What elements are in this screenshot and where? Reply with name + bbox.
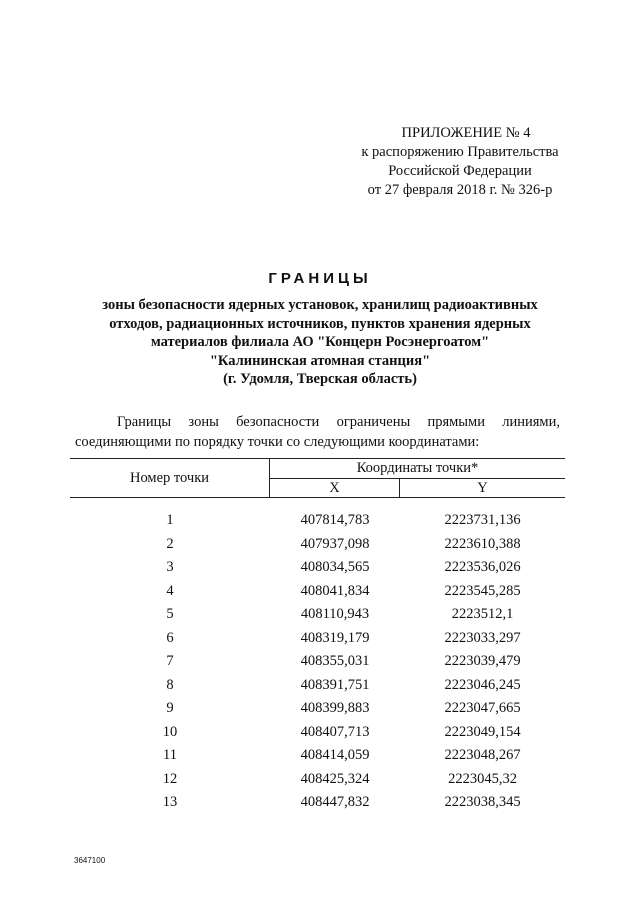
coord-y: 2223046,245 (444, 676, 521, 693)
table-row (70, 747, 565, 771)
coord-x: 407814,783 (300, 512, 370, 528)
point-number: 1 (166, 512, 174, 528)
coord-y: 2223047,665 (444, 700, 521, 716)
point-number: 10 (162, 723, 178, 740)
point-number: 5 (166, 606, 174, 622)
table-row (70, 536, 565, 560)
subtitle-line: отходов, радиационных источников, пунктов хранения ядерных (109, 315, 531, 332)
coord-x: 408425,324 (300, 770, 370, 787)
coordinates-table-header (70, 458, 565, 498)
table-row (70, 771, 565, 795)
point-number: 7 (166, 653, 174, 669)
point-number: 13 (162, 794, 178, 810)
coord-x: 407937,098 (300, 535, 370, 552)
appendix-date: от 27 февраля 2018 г. № 326-р (367, 182, 553, 198)
coord-y: 2223038,345 (444, 794, 521, 810)
header-point-number: Номер точки (70, 459, 270, 497)
table-row (70, 653, 565, 677)
table-row (70, 724, 565, 748)
table-row (70, 559, 565, 583)
appendix-block (330, 124, 590, 200)
header-coordinates: Координаты точки* (270, 459, 565, 479)
coord-x: 408407,713 (300, 723, 370, 740)
coord-x: 408414,059 (300, 747, 370, 763)
intro-paragraph (75, 412, 560, 452)
subtitle-line: "Калининская атомная станция" (209, 352, 431, 369)
coordinates-table-body (70, 512, 565, 818)
coord-x: 408355,031 (300, 653, 370, 669)
appendix-government: Российской Федерации (388, 163, 532, 179)
point-number: 6 (166, 629, 174, 646)
point-number: 8 (166, 676, 174, 693)
document-number: 3647100 (74, 856, 106, 865)
table-row (70, 630, 565, 654)
table-row (70, 794, 565, 818)
coord-y: 2223536,026 (444, 559, 521, 575)
table-row (70, 606, 565, 630)
coord-x: 408034,565 (300, 559, 370, 575)
coord-x: 408447,832 (300, 794, 370, 810)
subtitle-line: (г. Удомля, Тверская область) (223, 371, 417, 387)
coord-y: 2223610,388 (444, 535, 521, 552)
intro-line: соединяющими по порядку точки со следующими координатами: (75, 434, 480, 450)
table-row (70, 677, 565, 701)
coord-y: 2223039,479 (444, 653, 521, 669)
subtitle-line: материалов филиала АО "Концерн Росэнергоатом" (150, 334, 490, 350)
table-row (70, 583, 565, 607)
intro-line: Границы зоны безопасности ограничены прямыми линиями, (117, 414, 560, 430)
coord-x: 408399,883 (300, 700, 370, 716)
coord-y: 2223045,32 (448, 770, 517, 787)
table-row (70, 700, 565, 724)
coord-y: 2223048,267 (444, 747, 521, 763)
document-title: ГРАНИЦЫ (268, 270, 372, 287)
point-number: 2 (166, 535, 174, 552)
point-number: 9 (166, 700, 174, 716)
coord-y: 2223512,1 (451, 606, 514, 622)
coord-x: 408041,834 (300, 582, 370, 599)
coord-y: 2223033,297 (444, 629, 521, 646)
coord-y: 2223731,136 (444, 512, 521, 528)
coord-y: 2223545,285 (444, 582, 521, 599)
point-number: 12 (162, 770, 178, 787)
point-number: 3 (166, 559, 174, 575)
table-row (70, 512, 565, 536)
coord-x: 408110,943 (300, 606, 370, 622)
coord-x: 408319,179 (300, 629, 370, 646)
header-y: Y (477, 479, 488, 496)
subtitle-line: зоны безопасности ядерных установок, хранилищ радиоактивных (102, 297, 538, 313)
coord-y: 2223049,154 (444, 723, 521, 740)
appendix-order-ref: к распоряжению Правительства (361, 144, 559, 160)
document-subtitle (70, 296, 570, 389)
coord-x: 408391,751 (300, 676, 370, 693)
header-x: X (270, 479, 400, 497)
appendix-label: ПРИЛОЖЕНИЕ № 4 (401, 125, 531, 141)
point-number: 4 (166, 582, 174, 599)
point-number: 11 (163, 747, 177, 763)
